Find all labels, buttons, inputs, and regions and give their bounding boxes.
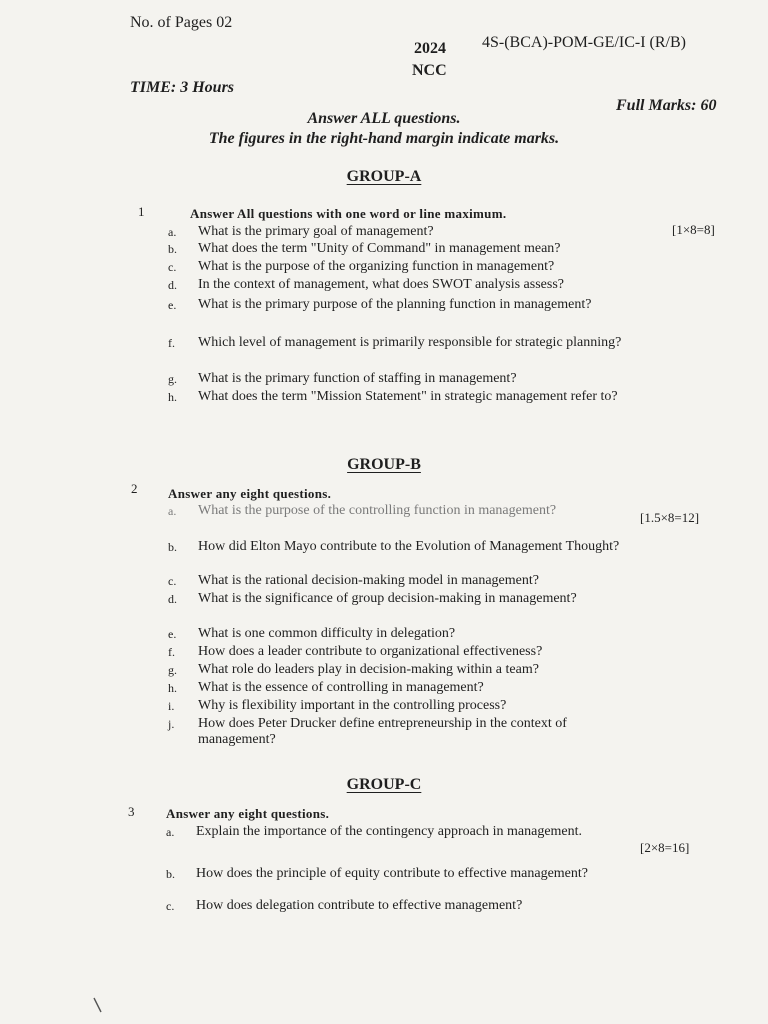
exam-paper: No. of Pages 02 4S-(BCA)-POM-GE/IC-I (R/B) 2024 NCC TIME: 3 Hours Full Marks: 60 Answer ALL questions. The figures in the right-hand margin indicate marks. GROUP-A 1 Answer All questions with one word or line maximum. [1×8=8] a. What is the primary goal of management? b. What does the term "Unity of Command" in management mean? c. What is the purpose of the organizing function in management? d. In the context of management, what does SWOT analysis assess? e. What is the primary purpose of the planning function in management? f. Which level of management is primarily responsible for strategic planning? g. What is the primary function of staffing in management? h. What does the term "Mission Statement" in strategic management refer to? GROUP-B 2 Answer any eight questions. [1.5×8=12] a. What is the purpose of the controlling function in management? b. How did Elton Mayo contribute to the Evolution of Management Thought? c. What is the rational decision-making model in management? d. What is the significance of group decision-making in management? e. What is one common difficulty in delegation? f. How does a leader contribute to organizational effectiveness? g. What role do leaders play in decision-making within a team? h. What is the essence of controlling in management? i. Why is flexibility important in the controlling process? j. How does Peter Drucker define entrepreneurship in the context of management? GROUP-C 3 Answer any eight questions. [2×8=16] a. Explain the importance of the contingency approach in management. b. How does the principle of equity contribute to effective management? c. How does delegation contribute to effective management? — [0, 0, 768, 1024]
group-a-heading: Answer All questions with one word or line maximum. — [190, 206, 507, 221]
group-a-title: GROUP-A — [346, 168, 422, 185]
exam-board: NCC — [412, 62, 447, 79]
group-a-question-number: 1 — [138, 204, 145, 219]
page-count: No. of Pages 02 — [130, 14, 233, 31]
group-c-marks: [2×8=16] — [640, 840, 690, 855]
paper-code: 4S-(BCA)-POM-GE/IC-I (R/B) — [482, 34, 686, 51]
group-b-marks: [1.5×8=12] — [640, 510, 700, 525]
exam-time: TIME: 3 Hours — [130, 79, 235, 96]
instruction-marks-margin: The figures in the right-hand margin indicate marks. — [208, 130, 560, 147]
group-c-question-number: 3 — [128, 804, 135, 819]
exam-year: 2024 — [414, 40, 446, 57]
instruction-answer-all: Answer ALL questions. — [307, 110, 461, 127]
group-b-title: GROUP-B — [347, 456, 421, 473]
group-b-heading: Answer any eight questions. — [168, 486, 332, 501]
group-c-heading: Answer any eight questions. — [166, 806, 330, 821]
scan-mark-icon — [92, 996, 108, 1016]
group-b-question-number: 2 — [131, 481, 138, 496]
group-a-marks: [1×8=8] — [672, 222, 715, 237]
full-marks: Full Marks: 60 — [616, 97, 717, 114]
group-c-title: GROUP-C — [346, 776, 422, 793]
